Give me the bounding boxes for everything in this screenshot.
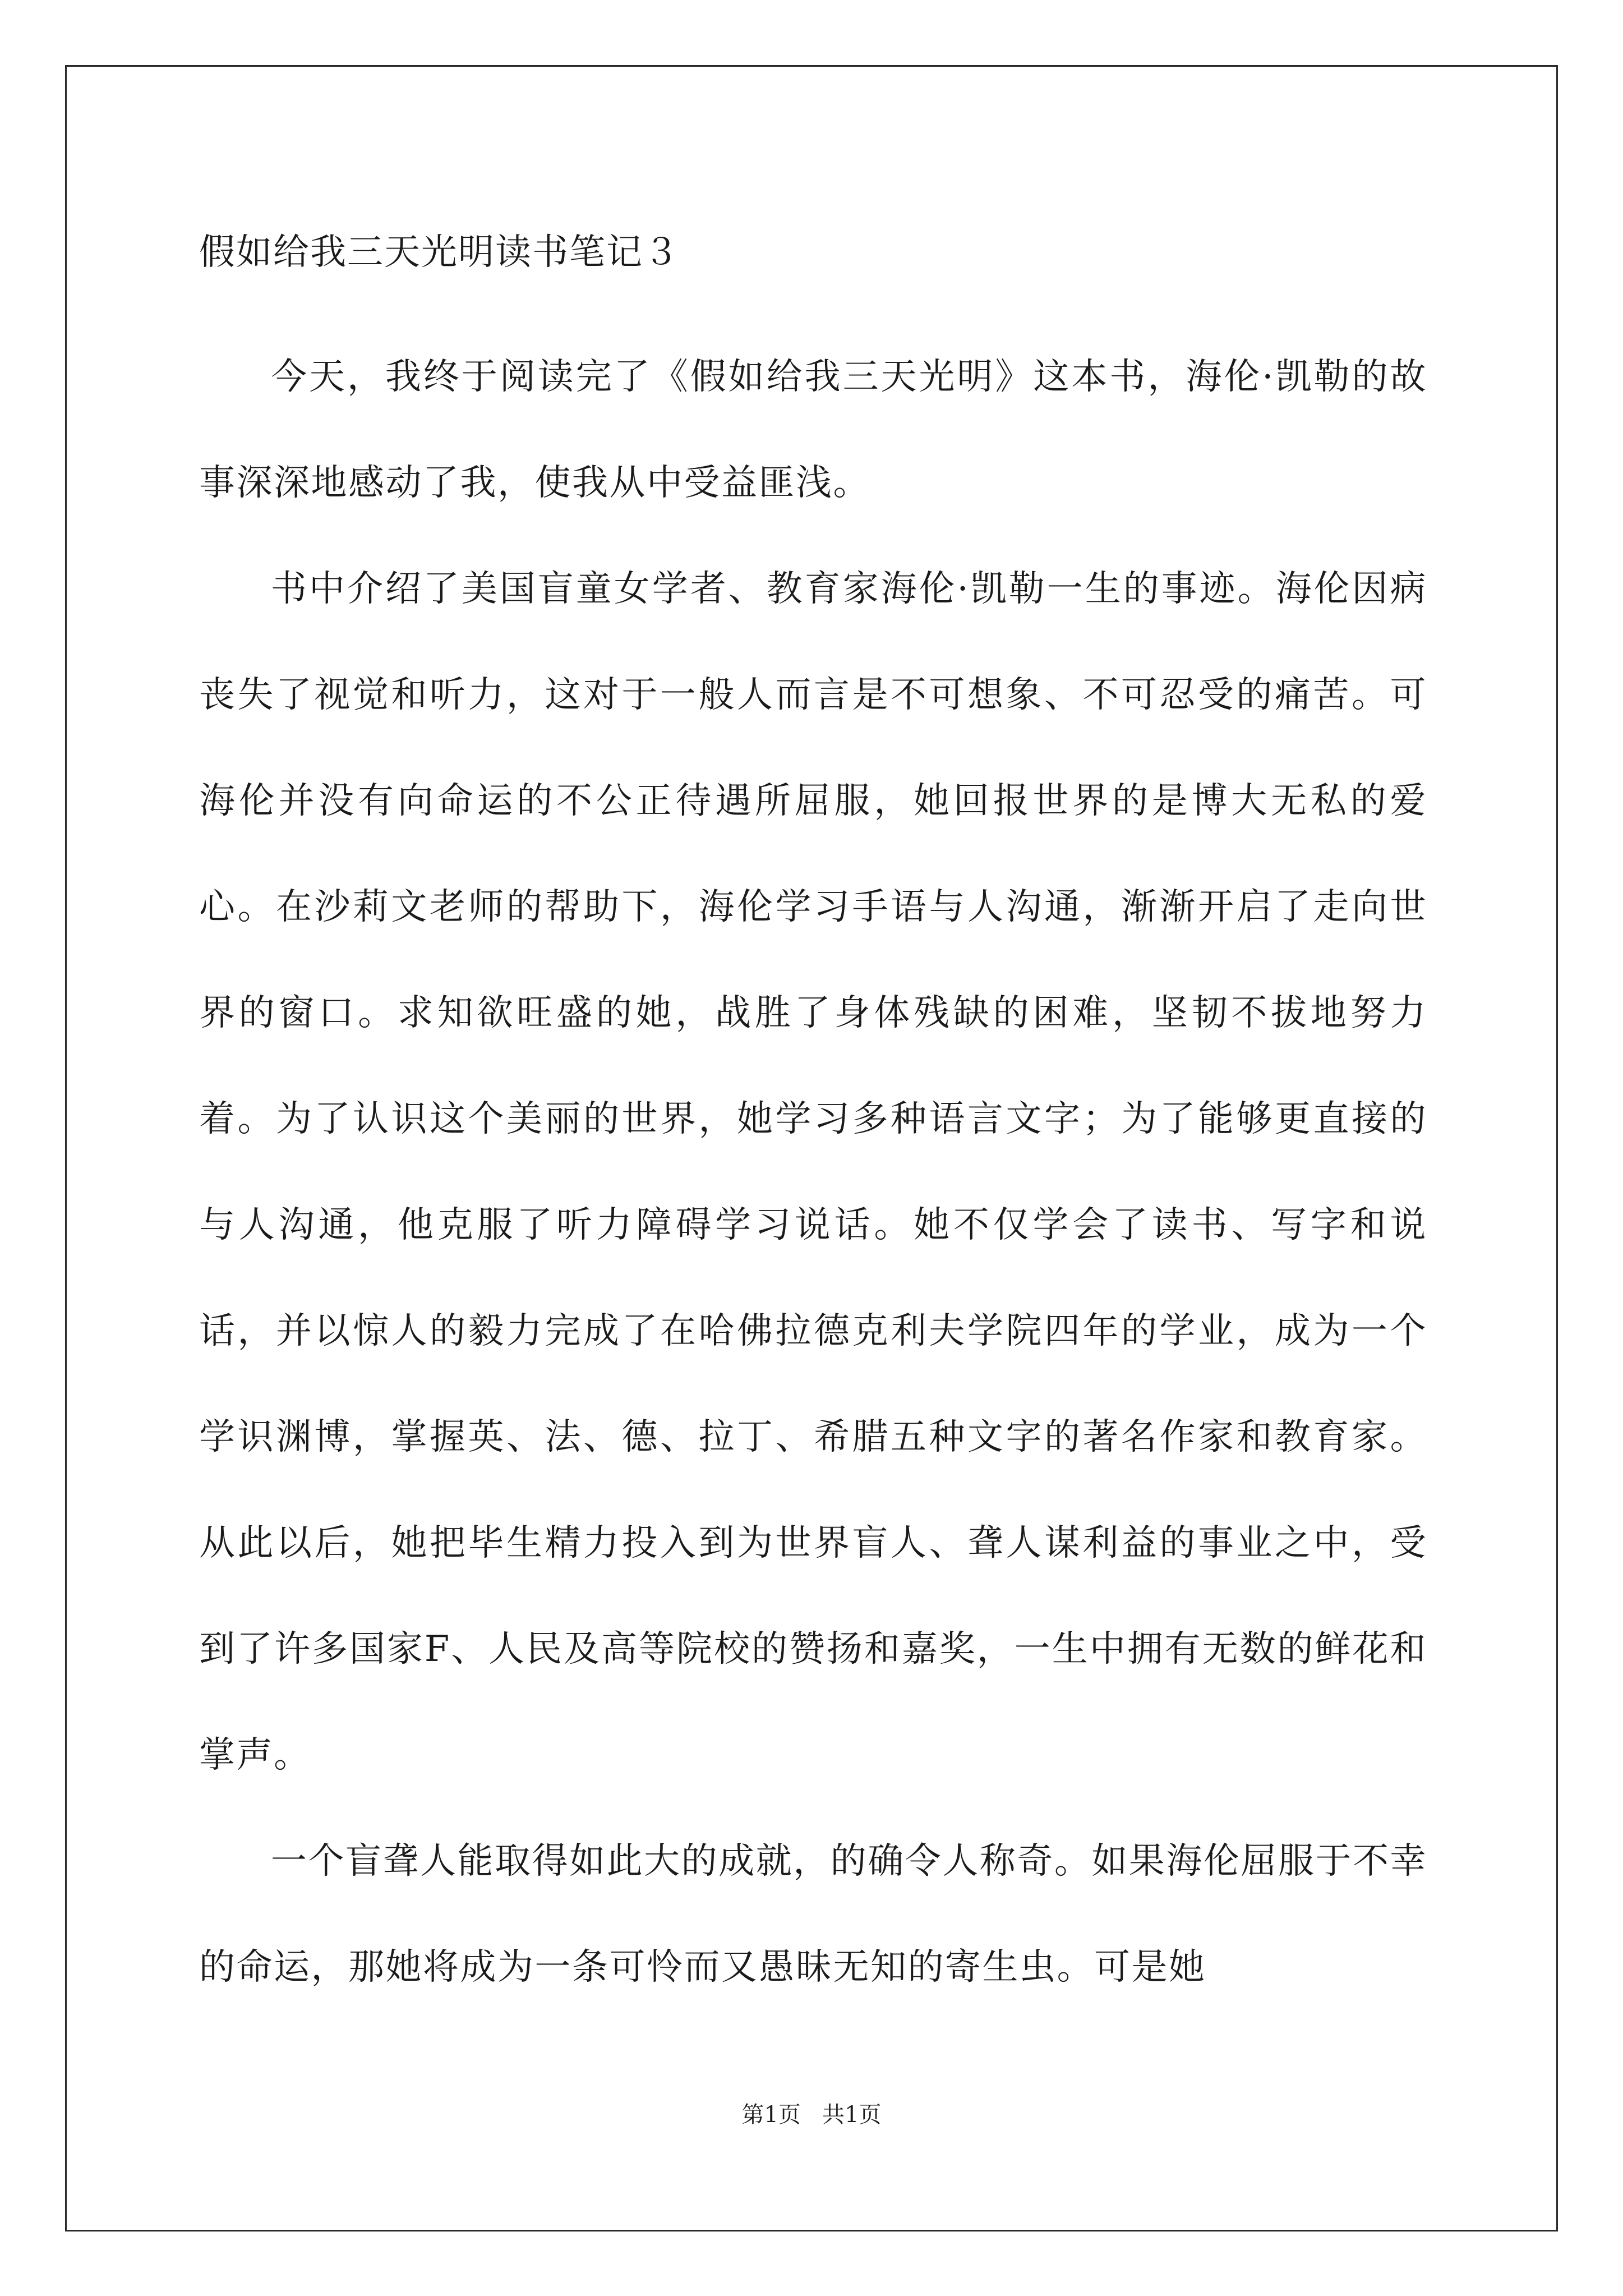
paragraph-1: 今天，我终于阅读完了《假如给我三天光明》这本书，海伦·凯勒的故事深深地感动了我，使我从中受益匪浅。 (199, 356, 1427, 504)
document-title: 假如给我三天光明读书笔记３ (199, 232, 680, 273)
paragraph-2: 书中介绍了美国盲童女学者、教育家海伦·凯勒一生的事迹。海伦因病丧失了视觉和听力，这对于一般人而言是不可想象、不可忍受的痛苦。可海伦并没有向命运的不公正待遇所屈服，她回报世界的是博大无私的爱心。在沙莉文老师的帮助下，海伦学习手语与人沟通，渐渐开启了走向世界的窗口。求知欲旺盛的她，战胜了身体残缺的困难，坚韧不拔地努力着。为了认识这个美丽的世界，她学习多种语言文字；为了能够更直接的与人沟通，他克服了听力障碍学习说话。她不仅学会了读书、写字和说话，并以惊人的毅力完成了在哈佛拉德克利夫学院四年的学业，成为一个学识渊博，掌握英、法、德、拉丁、希腊五种文字的著名作家和教育家。从此以后，她把毕生精力投入到为世界盲人、聋人谋利益的事业之中，受到了许多国家F、人民及高等院校的赞扬和嘉奖，一生中拥有无数的鲜花和掌声。 (199, 568, 1427, 1776)
page-number-footer: 第1页 共1页 (741, 2102, 882, 2128)
paragraph-3: 一个盲聋人能取得如此大的成就，的确令人称奇。如果海伦屈服于不幸的命运，那她将成为一条可怜而又愚昧无知的寄生虫。可是她 (199, 1841, 1427, 1988)
document-body (199, 324, 1427, 2021)
